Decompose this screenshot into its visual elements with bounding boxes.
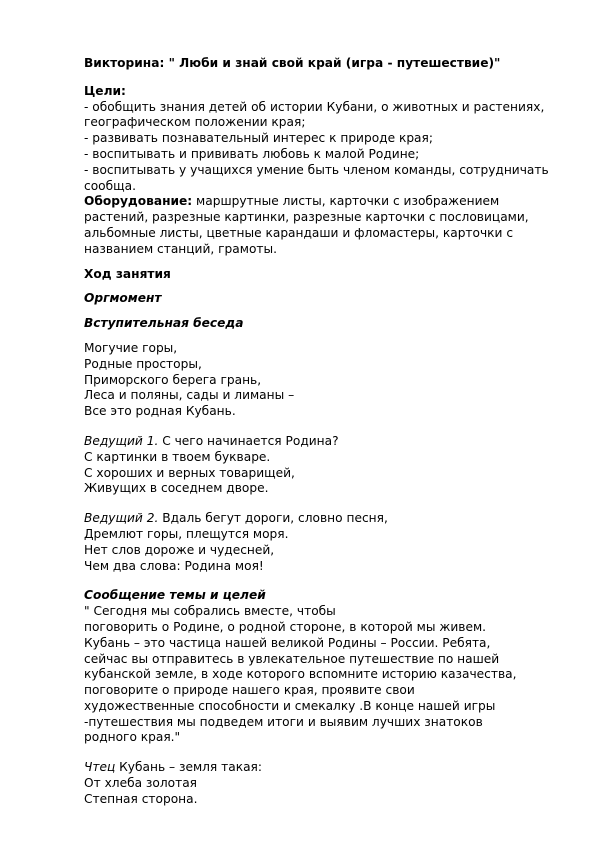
page-title: Викторина: " Люби и знай свой край (игра - путешествие)" [84, 56, 501, 70]
equipment-text: маршрутные листы, карточки с изображением растений, разрезные картинки, разрезные карточки с пословицами, альбомные листы, цветные карандаши и фломастеры, карточки с названием станций, грамоты. [84, 194, 529, 256]
topic-text [84, 604, 564, 746]
topic-line: -путешествия мы подведем итоги и выявим лучших знатоков [84, 714, 483, 729]
poem-line: Могучие горы, [84, 340, 178, 355]
poem-line: Приморского берега грань, [84, 372, 262, 387]
reader-first-line: Чтец Кубань – земля такая: [84, 760, 262, 775]
equipment-paragraph [84, 194, 564, 257]
topic-line: поговорите о природе нашего края, проявите свои [84, 683, 415, 698]
topic-line: родного края." [84, 730, 181, 745]
goal-item: - воспитывать у учащихся умение быть членом команды, сотрудничать сообща. [84, 162, 549, 193]
verse-line: Чем два слова: Родина моя! [84, 558, 264, 573]
poem-line: Родные просторы, [84, 356, 202, 371]
poem-line: Леса и поляны, сады и лиманы – [84, 388, 295, 403]
verse-line: С хороших и верных товарищей, [84, 465, 295, 480]
verse-line: Нет слов дороже и чудесней, [84, 542, 275, 557]
goal-item: - воспитывать и прививать любовь к малой Родине; [84, 146, 420, 161]
topic-heading: Сообщение темы и целей [84, 588, 266, 603]
topic-line: кубанской земле, в ходе которого вспомните историю казачества, [84, 667, 517, 682]
goals-section [84, 84, 564, 195]
poem-line: Все это родная Кубань. [84, 404, 236, 419]
lesson-heading: Ход занятия [84, 266, 171, 281]
host-1-verse [84, 434, 564, 497]
verse-line: Степная сторона. [84, 791, 198, 806]
document-page [84, 56, 564, 808]
verse-line: Живущих в соседнем дворе. [84, 481, 269, 496]
verse-line: От хлеба золотая [84, 776, 198, 791]
goals-label: Цели: [84, 83, 126, 98]
reader-label: Чтец [84, 760, 116, 775]
verse-line: Дремлют горы, плещутся моря. [84, 526, 289, 541]
host-1-label: Ведущий 1. [84, 433, 159, 448]
topic-line: художественные способности и смекалку .В конце нашей игры [84, 698, 496, 713]
topic-line: " Сегодня мы собрались вместе, чтобы [84, 604, 336, 619]
verse-line: С картинки в твоем букваре. [84, 449, 271, 464]
reader-verse [84, 760, 564, 807]
org-heading: Оргмомент [84, 291, 162, 306]
poem-1 [84, 341, 564, 420]
host-1-first-line: Ведущий 1. С чего начинается Родина? [84, 433, 339, 448]
topic-line: Кубань – это частица нашей великой Родины – России. Ребята, [84, 635, 491, 650]
equipment-label: Оборудование: [84, 194, 193, 209]
topic-line: поговорить о Родине, о родной стороне, в которой мы живем. [84, 619, 487, 634]
topic-line: сейчас вы отправитесь в увлекательное путешествие по нашей [84, 651, 500, 666]
goal-item: - обобщить знания детей об истории Кубани, о животных и растениях, географическом положении края; [84, 99, 545, 130]
host-2-verse [84, 511, 564, 574]
intro-heading: Вступительная беседа [84, 316, 244, 331]
host-2-first-line: Ведущий 2. Вдаль бегут дороги, словно песня, [84, 511, 388, 526]
goal-item: - развивать познавательный интерес к природе края; [84, 131, 433, 146]
host-2-label: Ведущий 2. [84, 511, 159, 526]
